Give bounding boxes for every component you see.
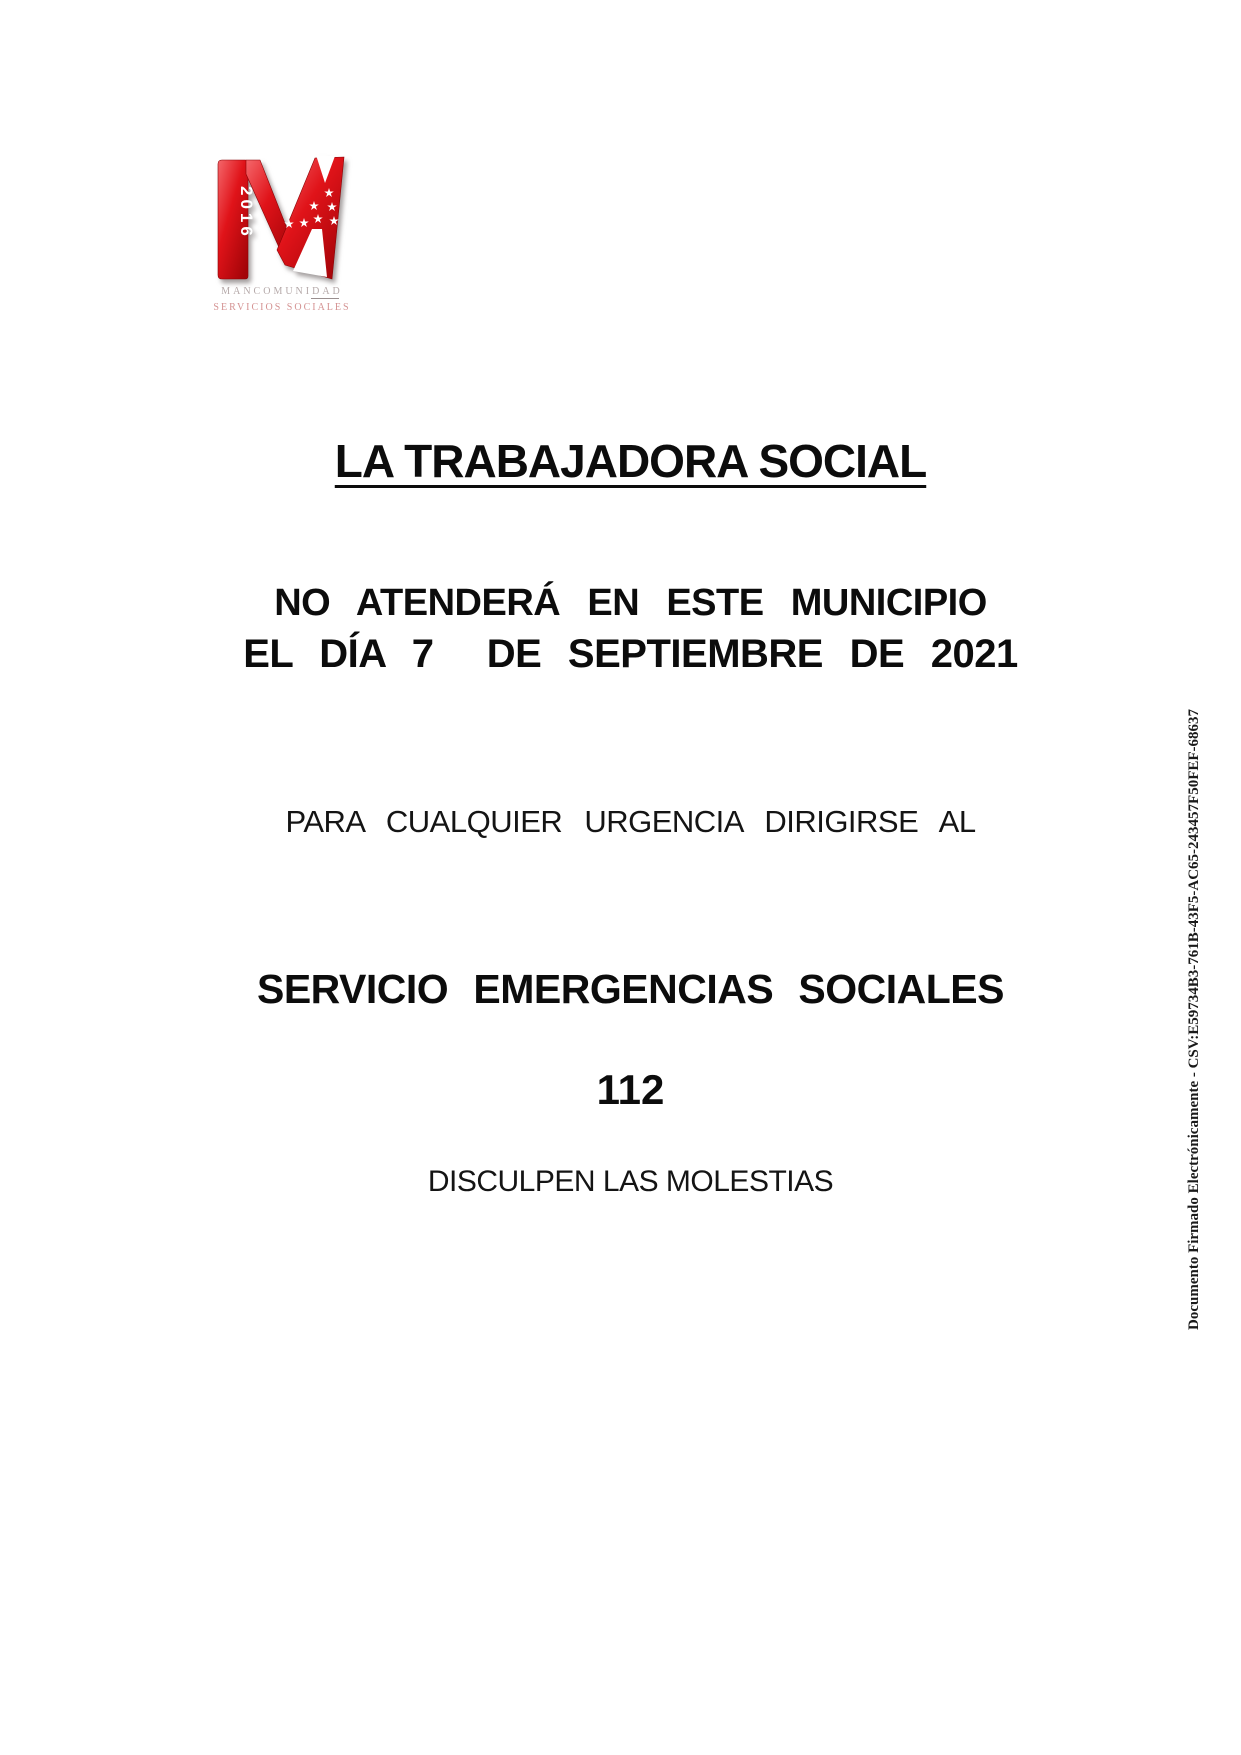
electronic-signature-sidebar [1186,708,1206,1331]
absence-line-1: NO ATENDERÁ EN ESTE MUNICIPIO [274,582,987,624]
notice-title: LA TRABAJADORA SOCIAL [334,435,927,487]
electronic-signature-text: Documento Firmado Electrónicamente - CSV:E59734B3-761B-43F5-AC65-243457F50FEF-68637 [1186,708,1202,1330]
service-name: SERVICIO EMERGENCIAS SOCIALES [256,966,1004,1012]
logo-org-subtitle: SERVICIOS SOCIALES [213,302,351,313]
urgency-line: PARA CUALQUIER URGENCIA DIRIGIRSE AL [285,804,976,839]
absence-line-2: EL DÍA 7 DE SEPTIEMBRE DE 2021 [243,632,1018,676]
logo-year: 2016 [237,186,256,240]
apology-line: DISCULPEN LAS MOLESTIAS [427,1165,834,1198]
madrid-m-logo-icon [215,155,347,283]
mancomunidad-logo [213,155,385,313]
logo-org-name: MANCOMUNIDAD [221,286,343,297]
logo-underline-dash [311,298,339,299]
emergency-phone-number: 112 [596,1066,665,1113]
